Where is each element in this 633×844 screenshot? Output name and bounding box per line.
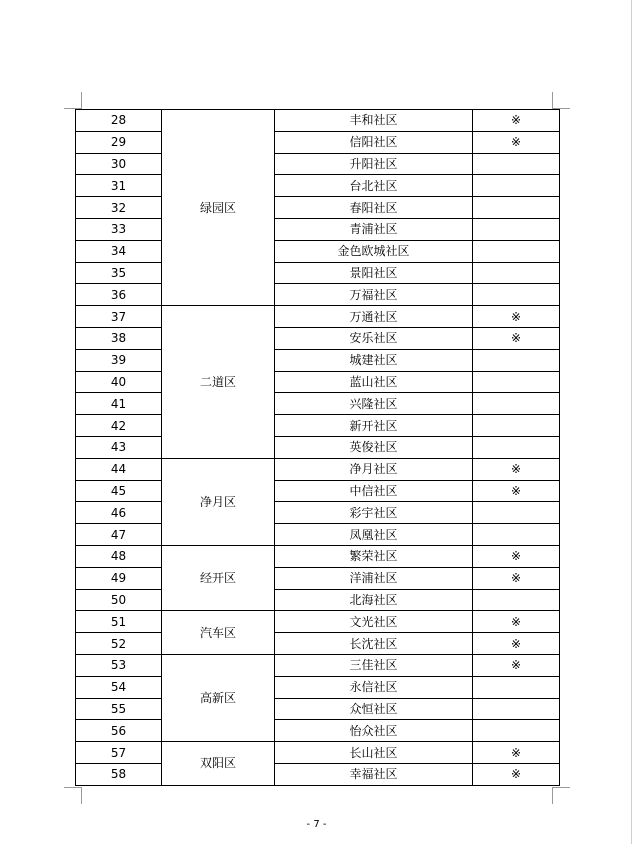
district-name: 绿园区: [162, 110, 275, 306]
table-row: [76, 676, 560, 698]
community-name: 城建社区: [275, 349, 473, 371]
community-name: 净月社区: [275, 458, 473, 480]
row-number: 55: [76, 698, 162, 720]
community-name: 金色欧城社区: [275, 240, 473, 262]
row-number: 35: [76, 262, 162, 284]
row-number: 57: [76, 742, 162, 764]
mark-cell: ※: [473, 306, 560, 328]
table-row: [76, 763, 560, 785]
row-number: 56: [76, 720, 162, 742]
crop-mark-top-right-v: [552, 92, 553, 109]
mark-cell: [473, 197, 560, 219]
mark-cell: ※: [473, 567, 560, 589]
table-row: [76, 197, 560, 219]
row-number: 33: [76, 218, 162, 240]
row-number: 28: [76, 110, 162, 132]
district-name: 高新区: [162, 654, 275, 741]
table-row: [76, 327, 560, 349]
community-name: 蓝山社区: [275, 371, 473, 393]
row-number: 54: [76, 676, 162, 698]
mark-cell: [473, 502, 560, 524]
community-table: [75, 109, 560, 786]
row-number: 51: [76, 611, 162, 633]
table-row: [76, 720, 560, 742]
mark-cell: [473, 371, 560, 393]
mark-cell: [473, 175, 560, 197]
mark-cell: ※: [473, 654, 560, 676]
district-name: 净月区: [162, 458, 275, 545]
mark-cell: [473, 153, 560, 175]
table-row: [76, 436, 560, 458]
table-row: [76, 502, 560, 524]
community-name: 众恒社区: [275, 698, 473, 720]
row-number: 48: [76, 545, 162, 567]
table-row: [76, 480, 560, 502]
table-row: [76, 742, 560, 764]
community-name: 洋浦社区: [275, 567, 473, 589]
row-number: 43: [76, 436, 162, 458]
row-number: 50: [76, 589, 162, 611]
community-name: 怡众社区: [275, 720, 473, 742]
mark-cell: ※: [473, 763, 560, 785]
community-name: 长沈社区: [275, 633, 473, 655]
table-row: [76, 218, 560, 240]
district-name: 双阳区: [162, 742, 275, 786]
mark-cell: [473, 436, 560, 458]
row-number: 45: [76, 480, 162, 502]
mark-cell: ※: [473, 458, 560, 480]
community-name: 永信社区: [275, 676, 473, 698]
table-row: [76, 393, 560, 415]
community-name: 安乐社区: [275, 327, 473, 349]
row-number: 46: [76, 502, 162, 524]
mark-cell: ※: [473, 611, 560, 633]
community-name: 英俊社区: [275, 436, 473, 458]
row-number: 44: [76, 458, 162, 480]
community-name: 三佳社区: [275, 654, 473, 676]
crop-mark-bottom-right-v: [552, 787, 553, 804]
community-name: 丰和社区: [275, 110, 473, 132]
community-name: 新开社区: [275, 415, 473, 437]
table-row: [76, 654, 560, 676]
crop-mark-bottom-right-h: [552, 787, 570, 788]
community-name: 信阳社区: [275, 131, 473, 153]
community-table-body: [76, 110, 560, 786]
table-row: [76, 306, 560, 328]
table-row: [76, 633, 560, 655]
table-row: [76, 545, 560, 567]
mark-cell: [473, 218, 560, 240]
mark-cell: [473, 698, 560, 720]
table-row: [76, 524, 560, 546]
community-name: 万通社区: [275, 306, 473, 328]
community-name: 幸福社区: [275, 763, 473, 785]
crop-mark-top-left-v: [81, 92, 82, 109]
row-number: 36: [76, 284, 162, 306]
mark-cell: [473, 415, 560, 437]
mark-cell: [473, 240, 560, 262]
table-row: [76, 110, 560, 132]
row-number: 52: [76, 633, 162, 655]
table-row: [76, 240, 560, 262]
community-name: 景阳社区: [275, 262, 473, 284]
district-name: 经开区: [162, 545, 275, 610]
row-number: 47: [76, 524, 162, 546]
row-number: 42: [76, 415, 162, 437]
community-name: 台北社区: [275, 175, 473, 197]
row-number: 29: [76, 131, 162, 153]
mark-cell: [473, 676, 560, 698]
mark-cell: [473, 262, 560, 284]
mark-cell: ※: [473, 131, 560, 153]
community-name: 升阳社区: [275, 153, 473, 175]
row-number: 40: [76, 371, 162, 393]
community-name: 长山社区: [275, 742, 473, 764]
mark-cell: [473, 284, 560, 306]
mark-cell: ※: [473, 480, 560, 502]
crop-mark-bottom-left-v: [81, 787, 82, 804]
community-name: 文光社区: [275, 611, 473, 633]
community-name: 凤凰社区: [275, 524, 473, 546]
mark-cell: ※: [473, 327, 560, 349]
row-number: 30: [76, 153, 162, 175]
row-number: 53: [76, 654, 162, 676]
district-name: 汽车区: [162, 611, 275, 655]
row-number: 58: [76, 763, 162, 785]
row-number: 38: [76, 327, 162, 349]
row-number: 37: [76, 306, 162, 328]
community-name: 北海社区: [275, 589, 473, 611]
table-row: [76, 589, 560, 611]
community-name: 彩宇社区: [275, 502, 473, 524]
table-row: [76, 371, 560, 393]
table-row: [76, 153, 560, 175]
table-row: [76, 175, 560, 197]
page-edge: [631, 0, 632, 844]
mark-cell: ※: [473, 633, 560, 655]
mark-cell: ※: [473, 110, 560, 132]
row-number: 49: [76, 567, 162, 589]
table-row: [76, 131, 560, 153]
row-number: 34: [76, 240, 162, 262]
table-row: [76, 611, 560, 633]
row-number: 41: [76, 393, 162, 415]
table-row: [76, 458, 560, 480]
table-row: [76, 349, 560, 371]
district-name: 二道区: [162, 306, 275, 459]
community-name: 中信社区: [275, 480, 473, 502]
mark-cell: [473, 393, 560, 415]
mark-cell: [473, 589, 560, 611]
mark-cell: ※: [473, 742, 560, 764]
page-number: - 7 -: [306, 819, 327, 830]
table-row: [76, 698, 560, 720]
mark-cell: ※: [473, 545, 560, 567]
table-row: [76, 415, 560, 437]
mark-cell: [473, 524, 560, 546]
mark-cell: [473, 720, 560, 742]
community-name: 繁荣社区: [275, 545, 473, 567]
mark-cell: [473, 349, 560, 371]
row-number: 32: [76, 197, 162, 219]
table-row: [76, 262, 560, 284]
table-row: [76, 284, 560, 306]
community-name: 青浦社区: [275, 218, 473, 240]
community-name: 春阳社区: [275, 197, 473, 219]
row-number: 31: [76, 175, 162, 197]
community-name: 万福社区: [275, 284, 473, 306]
crop-mark-bottom-left-h: [64, 787, 82, 788]
community-name: 兴隆社区: [275, 393, 473, 415]
table-row: [76, 567, 560, 589]
row-number: 39: [76, 349, 162, 371]
